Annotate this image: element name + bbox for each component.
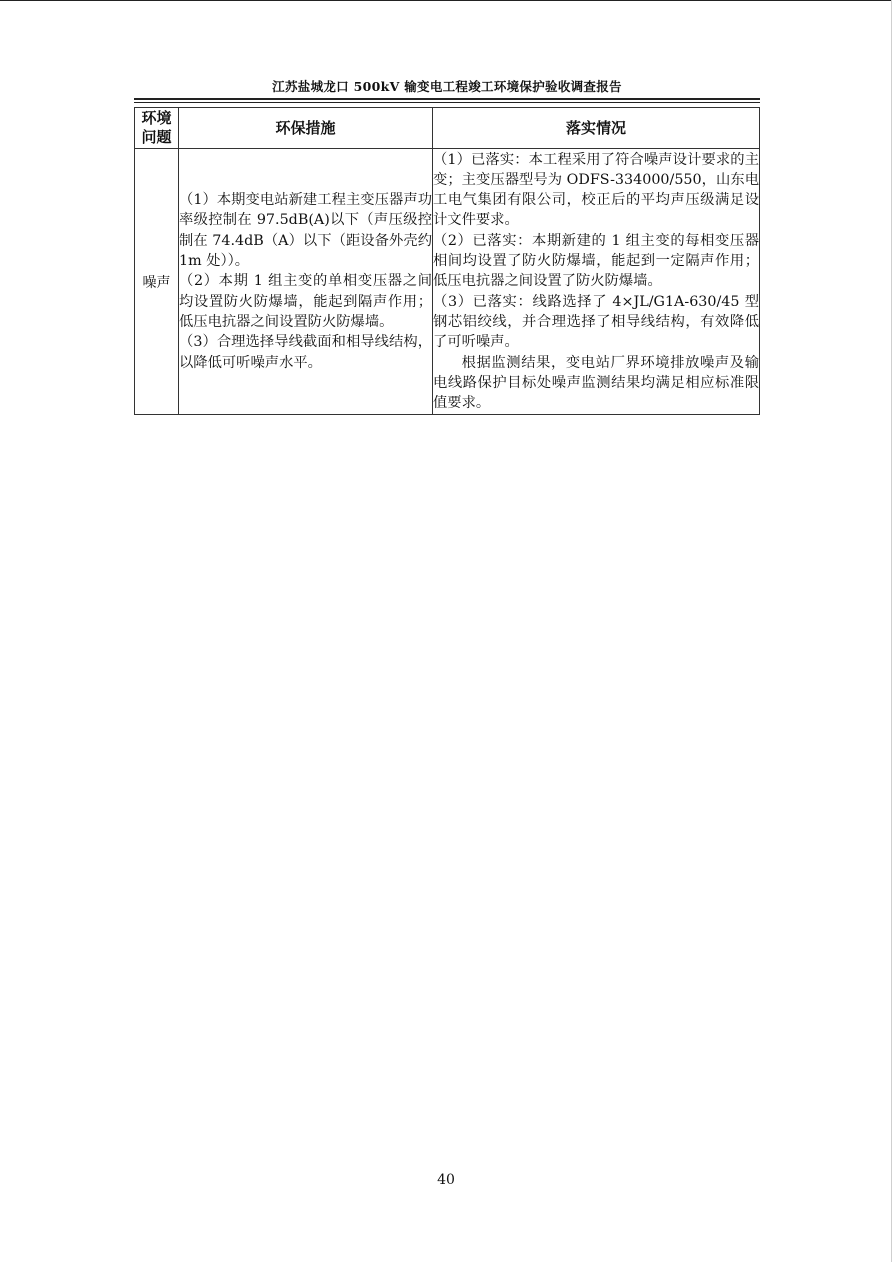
- implementation-item: （2）已落实：本期新建的 1 组主变的每相变压器相间均设置了防火防爆墙，能起到一定隔声作用；低压电抗器之间设置了防火防爆墙。: [433, 232, 759, 290]
- header-environment-issue: 环境问题: [135, 108, 179, 149]
- page-number: 40: [437, 1172, 455, 1188]
- report-header-title: 江苏盐城龙口 500kV 输变电工程竣工环境保护验收调查报告: [272, 79, 622, 94]
- implementation-item: （3）已落实：线路选择了 4×JL/G1A-630/45 型钢芯铝绞线，并合理选择了相导线结构，有效降低了可听噪声。: [433, 293, 759, 351]
- header-rule-thick: [134, 98, 760, 100]
- page-top-edge: [0, 0, 892, 1]
- header-protection-measures: 环保措施: [179, 108, 433, 149]
- measure-item: （2）本期 1 组主变的单相变压器之间均设置防火防爆墙，能起到隔声作用；低压电抗器之间设置防火防爆墙。: [179, 273, 432, 330]
- measure-item: （1）本期变电站新建工程主变压器声功率级控制在 97.5dB(A)以下（声压级控制在 74.4dB（A）以下（距设备外壳约 1m 处））。: [179, 192, 432, 270]
- implementation-item: （1）已落实：本工程采用了符合噪声设计要求的主变；主变压器型号为 ODFS-334000/550，山东电工电气集团有限公司，校正后的平均声压级满足设计文件要求。: [433, 151, 760, 229]
- environmental-measures-table: [134, 107, 760, 415]
- measures-cell: [179, 149, 433, 415]
- issue-cell: 噪声: [135, 149, 179, 415]
- measure-item: （3）合理选择导线截面和相导线结构，以降低可听噪声水平。: [179, 334, 432, 371]
- header-implementation-status: 落实情况: [433, 108, 760, 149]
- table-row: [135, 149, 760, 415]
- monitoring-conclusion: 根据监测结果，变电站厂界环境排放噪声及输电线路保护目标处噪声监测结果均满足相应标准限值要求。: [433, 354, 759, 412]
- header-rule-thin: [134, 102, 760, 103]
- table-header-row: [135, 108, 760, 149]
- implementation-cell: [433, 149, 760, 415]
